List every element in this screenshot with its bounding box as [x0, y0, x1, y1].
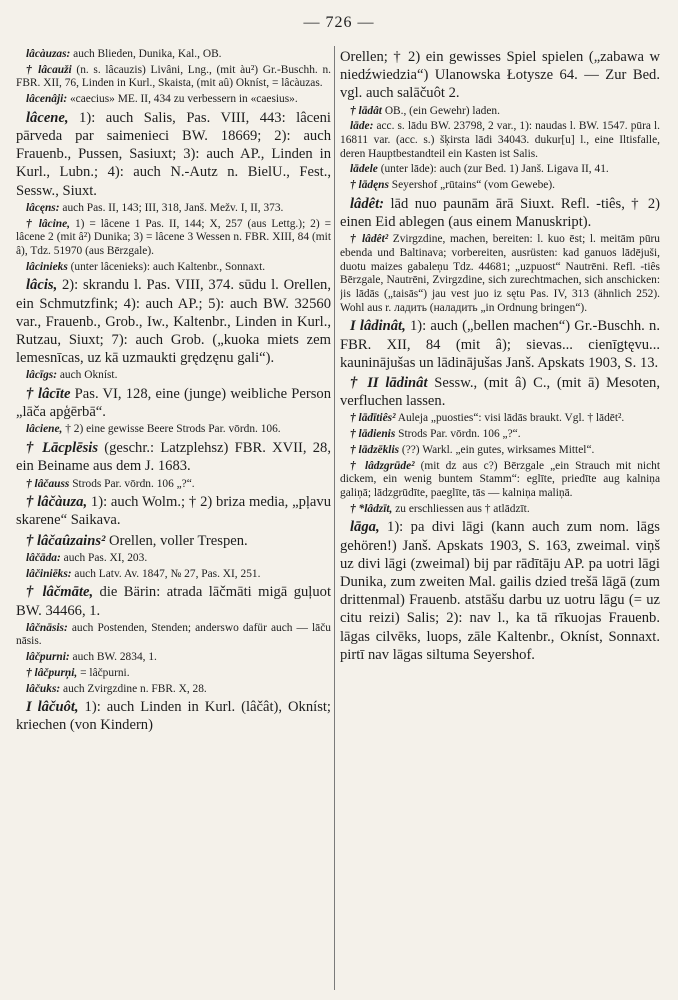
entry-body: «caecius» ME. II, 434 zu verbessern in «caesius». — [67, 93, 298, 106]
entry-headword: † lādzēklis — [350, 443, 400, 456]
entry-body: auch Blieden, Dunika, Kal., OB. — [70, 48, 222, 60]
dictionary-entry — [16, 667, 331, 681]
entry-headword: † lādât — [350, 104, 382, 117]
entry-headword: † lâcine, — [26, 217, 71, 230]
entry-body: auch Okníst. — [57, 369, 118, 382]
dictionary-entry — [16, 64, 331, 91]
entry-body: (unter lâcenieks): auch Kaltenbr., Sonnaxt. — [67, 260, 266, 273]
page-number: — 726 — — [303, 14, 375, 31]
entry-headword: † lādienis — [350, 428, 396, 441]
entry-headword: † lādītiês² — [350, 412, 396, 425]
entry-headword: † lâcauži — [26, 63, 72, 76]
entry-headword: lâcenâji: — [26, 93, 68, 106]
entry-body: 1): auch („bellen machen“) Gr.-Buschh. n. FBR. XII, 84 (mit â); sievas... cienīgtęvu... kauninājušas un lādinājušas Janš. Apskats 1903, S. 13. — [340, 318, 660, 371]
dictionary-entry — [340, 444, 660, 458]
dictionary-entry — [340, 48, 660, 103]
entry-headword: lâcęns: — [26, 201, 60, 214]
entry-body: (geschr.: Latzplehsz) FBR. XVII, 28, ein Beiname aus dem J. 1683. — [16, 440, 331, 475]
entry-body: 2): skrandu l. Pas. VIII, 374. sūdu l. Orellen, ein Schmutzfink; 4): auch AP.; 5): auch BW. 32560 var., Frauenb., Grob., Iw., Kaltenbr., Linden in Kurl., Rutzau, Siuxt; 7): auch Grob. („kuoka miets zem lemesnīcas, uz kā uzmaukti grędzęnu gali“). — [16, 277, 331, 367]
entry-body: lād nuo paunām ārā Siuxt. Refl. -tiês, † 2) einen Eid ablegen (aus einem Manuskript). — [340, 195, 660, 231]
entry-headword: † lâčàuza, — [26, 494, 88, 511]
entry-body: acc. s. lādu BW. 23798, 2 var., 1): naudas l. BW. 1547. pūra l. 16811 var. (acc. s.) šķirsta lādi 34043. dukur[u] l., eine Iltisfalle, deren Hauptbestandteil ein Kasten ist Salis. — [340, 120, 660, 160]
dictionary-entry — [16, 478, 331, 492]
dictionary-entry — [340, 195, 660, 231]
entry-headword: lâdêt: — [350, 195, 385, 212]
entry-headword: lâcīgs: — [26, 369, 58, 382]
dictionary-entry — [340, 120, 660, 161]
dictionary-entry — [340, 374, 660, 410]
entry-body: Pas. VI, 128, eine (junge) weibliche Person „lāča apģērbā“. — [16, 386, 331, 421]
entry-body: zu erschliessen aus † atlādzīt. — [392, 502, 530, 515]
dictionary-entry — [16, 369, 331, 383]
entry-headword: † Lācplēsis — [26, 440, 99, 457]
dictionary-entry — [16, 532, 331, 550]
entry-headword: lâcinieks — [26, 260, 68, 273]
entry-body: (mit dz aus c?) Bērzgale „ein Strauch mit nicht dickem, ein wenig buntem Stamm“: eglīte, priedīte aug kalniņa galiņā; lādzgrūdīte, paeglīte, tās — kalniņa maliņā. — [340, 459, 660, 499]
entry-body: auch BW. 2834, 1. — [69, 651, 157, 664]
entry-headword: lâčuks: — [26, 682, 61, 695]
dictionary-entry — [16, 93, 331, 107]
dictionary-entry — [16, 423, 331, 437]
entry-body: 1): pa divi lāgi (kann auch zum nom. lāgs gehören!) Janš. Apskats 1903, S. 163, zweimal. viņš uz divi lāgi (zweimal) bij par rādītāju AP. pa uotri lāgi Dunika, zum zweiten Mal. gailis dzied trešā lāgā (zum drittenmal) Frauenb. atstāšu darbu uz uotru lāgu (= uz citu reizi) Salis; 2): nav l., ka tā rīkuojas Frauenb. lāgas cilvēks, luops, zāle Kaltenbr., Okníst, Sonnaxt. pirtī nav lāgas siltuma Seyershof. — [340, 519, 660, 663]
dictionary-entry — [340, 163, 660, 177]
entry-headword: lāga, — [350, 519, 380, 536]
entry-headword: lâčpurni: — [26, 651, 70, 664]
entry-headword: † lâčauss — [26, 477, 70, 490]
entry-body: auch Zvirgzdine n. FBR. X, 28. — [60, 682, 207, 695]
entry-headword: † lâčaûzains² — [26, 532, 106, 549]
entry-headword: I lâdinât, — [350, 318, 406, 335]
left-column — [16, 48, 331, 988]
entry-body: Strods Par. vōrdn. 106 „?“. — [395, 428, 521, 441]
entry-body: (??) Warkl. „ein gutes, wirksames Mittel“. — [399, 443, 595, 456]
dictionary-entry — [340, 518, 660, 664]
dictionary-entry — [340, 179, 660, 193]
dictionary-entry — [16, 493, 331, 529]
entry-body: Auleja „puosties“: visi lādās braukt. Vgl. † lādēt². — [395, 412, 625, 425]
entry-headword: lâčnāsis: — [26, 621, 68, 634]
entry-body: Seyershof „rūtains“ (vom Gewebe). — [388, 179, 555, 192]
entry-body: OB., (ein Gewehr) laden. — [381, 104, 500, 117]
dictionary-entry — [16, 583, 331, 619]
dictionary-entry — [16, 622, 331, 649]
right-column — [340, 48, 660, 988]
dictionary-entry — [340, 105, 660, 119]
dictionary-entry — [16, 48, 331, 62]
entry-body: Sessw., (mit â) C., (mit ā) Mesoten, verfluchen lassen. — [340, 375, 660, 410]
entry-headword: † lâcīte — [26, 386, 71, 403]
entry-body: = lâčpurni. — [77, 666, 130, 679]
dictionary-entry — [340, 233, 660, 315]
entry-body: Orellen; † 2) ein gewisses Spiel spielen („zabawa w niedźwiedzia“) Ulanowska Łotysze 64. — Zur Bed. vgl. auch salāčuôt 2. — [340, 49, 660, 102]
entry-body: auch Pas. XI, 203. — [60, 551, 148, 564]
dictionary-entry — [16, 261, 331, 275]
dictionary-entry — [16, 439, 331, 475]
entry-body: Zvirgzdine, machen, bereiten: l. kuo ēst; l. meitām pūru ebenda und Baltinava; vorbereiten, ausrüsten: kad ganuos lādējuši, duotu maizes gabaleņu Tdz. 44681; „uzpuost“ Nautrēni. Refl. -tiês Bērzgale, Nautrēni, Zvirgzdine, sich zurechtmachen, sich anschicken: jis lādās („taisās“) jau vest juo iz sętu Pas. IV, 313 (ähnlich 252). Wohl aus r. ладить (наладить „in Ordnung bringen“). — [340, 233, 660, 314]
entry-headword: † lâdêt² — [350, 233, 389, 246]
entry-body: auch Latv. Av. 1847, № 27, Pas. XI, 251. — [71, 567, 261, 580]
entry-body: auch Pas. II, 143; III, 318, Janš. Mežv. I, II, 373. — [59, 201, 284, 214]
entry-headword: lâcàuzas: — [26, 48, 71, 60]
dictionary-entry — [340, 428, 660, 442]
entry-headword: lāde: — [350, 120, 374, 133]
entry-headword: lâčāda: — [26, 551, 61, 564]
dictionary-entry — [16, 385, 331, 421]
entry-body: (n. s. lâcauzis) Livâni, Lng., (mit àu²) Gr.-Buschh. n. FBR. XII, 76, Linden in Kurl., Skaista, (mit aû) Okníst, = lâcàuzas. — [16, 63, 331, 90]
dictionary-entry — [16, 568, 331, 582]
entry-headword: lâciene, — [26, 423, 63, 436]
dictionary-entry — [16, 218, 331, 259]
entry-body: auch Postenden, Stenden; anderswo dafür auch — lāču nāsis. — [16, 621, 331, 648]
entry-headword: lâčiniēks: — [26, 567, 72, 580]
dictionary-entry — [340, 317, 660, 372]
entry-headword: lādele — [350, 163, 378, 176]
entry-headword: lâcis, — [26, 277, 58, 294]
entry-body: Strods Par. vōrdn. 106 „?“. — [69, 477, 195, 490]
entry-headword: † *lâdzīt, — [350, 502, 393, 515]
dictionary-entry — [16, 276, 331, 367]
entry-body: (unter lāde): auch (zur Bed. 1) Janš. Ligava II, 41. — [377, 163, 609, 176]
entry-body: 1): auch Linden in Kurl. (lâčât), Okníst; kriechen (von Kindern) — [16, 699, 331, 734]
entry-body: 1): auch Salis, Pas. VIII, 443: lâceni pārveda par saimenieci BW. 18669; 2): auch Frauenb., Pussen, Sasiuxt; 3): auch AP., Linden in Kurl., Lubn.; 4): auch N.-Autz n. BielU., Fest., Sessw., Siuxt. — [16, 109, 331, 199]
entry-headword: † lâčpurņi, — [26, 666, 78, 679]
entry-body: 1): auch Wolm.; † 2) briza media, „pļavu skarene“ Saikava. — [16, 494, 331, 529]
dictionary-entry — [340, 503, 660, 517]
dictionary-entry — [16, 552, 331, 566]
dictionary-entry — [16, 651, 331, 665]
entry-body: Orellen, voller Trespen. — [105, 532, 248, 549]
entry-headword: † lâčmāte, — [26, 584, 94, 601]
entry-headword: I lâčuôt, — [26, 699, 79, 716]
dictionary-entry — [16, 202, 331, 216]
dictionary-entry — [16, 109, 331, 200]
column-divider — [334, 46, 335, 990]
dictionary-entry — [340, 412, 660, 426]
entry-headword: † lādęns — [350, 179, 389, 192]
dictionary-entry — [340, 460, 660, 501]
dictionary-entry — [16, 683, 331, 697]
entry-headword: † lâdzgrūde² — [350, 459, 415, 472]
dictionary-entry — [16, 698, 331, 734]
entry-body: 1) = lâcene 1 Pas. II, 144; X, 257 (aus Lettg.); 2) = lâcene 2 (mit â²) Dunika; 3) = lâcene 3 Wessen n. FBR. XIII, 84 (mit â), Tdz. 51970 (aus Bērzgale). — [16, 217, 331, 257]
entry-headword: lâcene, — [26, 109, 69, 126]
entry-headword: † II lādinât — [350, 375, 428, 392]
entry-body: † 2) eine gewisse Beere Strods Par. vōrdn. 106. — [62, 423, 281, 436]
entry-body: die Bärin: atrada lāčmāti migā guļuot BW. 34466, 1. — [16, 584, 331, 619]
